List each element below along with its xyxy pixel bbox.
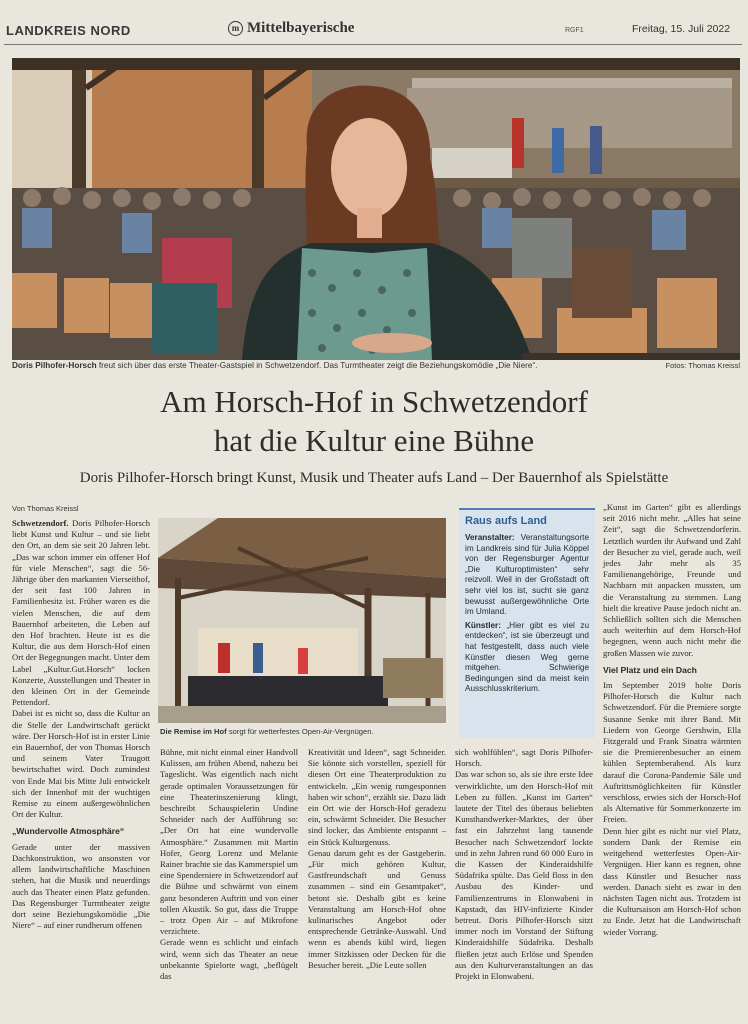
logo-text: Mittelbayerische xyxy=(247,20,355,36)
caption-text: freut sich über das erste Theater-Gastspiel in Schwetzendorf. Das Turmtheater zeigt die Beziehungskomödie „Die Niere“. xyxy=(98,361,538,370)
newspaper-logo xyxy=(228,20,354,37)
article-subheadline: Doris Pilhofer-Horsch bringt Kunst, Musik und Theater aufs Land – Der Bauernhof als Spielstätte xyxy=(79,470,669,486)
paragraph-text: Doris Pilhofer-Horsch liebt Kunst und Kultur – und sie liebt den Ort, an dem sie seit 20 Jahren lebt. „Das war schon immer ein offener Hof für viele Menschen“, sagt die 56-Jährige über den markanten Vierseithof, der seit fast 100 Jahren in Familienbesitz ist. Früher waren es die vielen Menschen, die auf dem Bauernhof arbeiteten, die Leben auf den Hof brachten. Heute ist es die Kultur, die aus dem Horsch-Hof einen Ort der Begegnungen macht. Unter dem Label „Kultur.Gut.Horsch“ locken Konzerte, Ausstellungen und Theater in den kleinen Ort in der Gemeinde Pettendorf. xyxy=(12,518,150,708)
header-divider xyxy=(4,44,742,45)
paragraph: Im September 2019 holte Doris Pilhofer-Horsch die Kultur nach Schwetzendorf. Für die Premiere sorgte Susanne Senke mit ihrer Band. Mit Liedern von George Gershwin, Ella Fitzgerald und Frank Sinatra wärmten sie die Premierenbesucher an einem kühlen Septemberabend. Als kurz darauf die Corona-Pandemie Säle und Auftrittsmöglichkeiten für Künstler verschloss, erwies sich der Horsch-Hof als Alternative für Sommerkonzerte im Freien. xyxy=(603,680,741,825)
paragraph: Gerade wenn es schlicht und einfach wird, wenn sich das Theater an neue unbekannte Spielorte wagt, „beflügelt das xyxy=(160,937,298,982)
article-byline: Von Thomas Kreissl xyxy=(12,504,79,513)
info-paragraph xyxy=(465,621,589,695)
paragraph: Bühne, mit nicht einmal einer Handvoll Kulissen, am frühen Abend, nahezu bei Tageslicht. Was eigentlich nach nicht gerade optimalen Voraussetzungen für eine Theaterinszenierung klingt, beschreibt Schauspielerin Undine Schneider nach der Aufführung so: „Der Ort hat eine wundervolle Atmosphäre.“ Zusammen mit Martin Hofer, Georg Lorenz und Melanie Rainer brachte sie das Kammerspiel um eine Spenderniere in Schwetzendorf auf die Bühne und schwärmt von einem ganz besonderen Auftritt und von einer tollen Akustik. So gut, dass die Truppe – trotz Open Air – auf Mikrofone verzichtete. xyxy=(160,747,298,937)
info-box-title: Raus aufs Land xyxy=(465,515,547,527)
region-label: LANDKREIS NORD xyxy=(6,23,131,38)
paragraph: „Kunst im Garten“ gibt es allerdings seit 2016 nicht mehr. „Alles hat seine Zeit“, sagt die Schwetzendorferin. Letztlich wurden ihr Aufwand und Zahl der Besucher zu viel, gerade auch, weil jedes Jahr mehr als 35 Familienangehörige, Freunde und Nachbarn mit anpacken mussten, um die Veranstaltung zu stemmen. Lang hielt die kreative Pause jedoch nicht an. Schließlich sollten sich die Menschen auch weiterhin auf dem Horsch-Hof begegnen, wenn auch nicht mehr die großen Massen wie zuvor. xyxy=(603,502,741,658)
photo-caption xyxy=(12,361,740,375)
inset-caption-bold: Die Remise im Hof xyxy=(160,727,227,736)
issue-date: Freitag, 15. Juli 2022 xyxy=(632,23,731,35)
paragraph: Kreativität und Ideen“, sagt Schneider. Sie könnte sich vorstellen, speziell für diesen Ort eine Theaterproduktion zu entwickeln. „Ein wenig rumgesponnen haben wir schon“, erzählt sie. Dazu lädt ein Ort wie der Horsch-Hof geradezu ein, schwärmt Schneider. Die Besucher sind locker, das Ambiente entspannt – ein Stück Kulturgenuss. xyxy=(308,747,446,847)
text-column-2 xyxy=(160,747,298,982)
text-column-4 xyxy=(455,747,593,982)
page-header xyxy=(0,0,748,48)
headline-line-1: Am Horsch-Hof in Schwetzendorf xyxy=(160,384,588,419)
info-paragraph xyxy=(465,533,589,618)
paragraph: Denn hier gibt es nicht nur viel Platz, sondern Dank der Remise ein weitgehend wetterfestes Open-Air-Vergnügen. Hier kann es regnen, ohne dass Künstler und Besucher nass werden. Danach sieht es zwar in den nächsten Tagen nicht aus. Trotzdem ist die Kultursaison am Horsch-Hof schon zu Ende. Jetzt hat die Landwirtschaft wieder Vorrang. xyxy=(603,825,741,937)
info-text: Veranstaltungsorte im Landkreis sind für Julia Köppel von der Regensburger Agentur „Die Kulturoptimisten“ sehr reizvoll. Weil in der Großstadt oft sehr viel los ist, sucht sie ganz bewusst außergewöhnliche Orte im Umland. xyxy=(465,533,589,617)
text-column-1 xyxy=(12,518,150,931)
dateline: Schwetzendorf. xyxy=(12,518,69,528)
info-box-body xyxy=(459,531,595,700)
paragraph: Gerade unter der massiven Dachkonstruktion, wo ansonsten vor allem landwirtschaftliche Maschinen stehen, hat die Musik und neuerdings auch das Theater einen Platz gefunden. Das Regensburger Turmtheater zeigte dort seine Beziehungskomödie „Die Niere“ – auf einer rundherum offenen xyxy=(12,841,150,931)
info-label: Künstler: xyxy=(465,620,501,630)
paragraph: Dabei ist es nicht so, dass die Kultur an die Stelle der Landwirtschaft gerückt wäre. Der Horsch-Hof ist in erster Linie ein Bauernhof, der von Thomas Horsch und seinem Vater Traugott bewirtschaftet wird. Doch zumindest von Ende Mai bis Mitte Juli entwickelt sich der Innenhof mit der wuchtigen Remise zu einem außergewöhnlichen Ort der Kultur. xyxy=(12,708,150,820)
paragraph: Das war schon so, als sie ihre erste Idee verwirklichte, um den Horsch-Hof mit Leben zu füllen. „Kunst im Garten“ lautete der Titel des überaus beliebten Kunsthandwerker-Marktes, der über fast ein Jahrzehnt lang tausende Besucher nach Schwetzendorf lockte und in zehn Jahren rund 60 000 Euro in die Kassen der Kinderaidshilfe Südafrika spülte. Das Geld floss in den Ausbau des Kinder- und Familienzentrums in Elonwabeni in Kapstadt, das HIV-infizierte Kinder betreut. Doris Pilhofer-Horsch sitzt immer noch im Vorstand der Stiftung Kinderaidshilfe Südafrika. Deshalb fließen jetzt auch Erlöse und Spenden aus den Kulturveranstaltungen an das Projekt in Elonwabeni. xyxy=(455,769,593,982)
inset-caption xyxy=(160,727,448,736)
main-photo xyxy=(12,58,740,360)
section-subheading: „Wundervolle Atmosphäre“ xyxy=(12,826,125,837)
text-column-3 xyxy=(308,747,446,971)
paragraph xyxy=(12,518,150,708)
page-code: RGF1 xyxy=(565,27,584,34)
remise-photo xyxy=(158,518,446,723)
info-label: Veranstalter: xyxy=(465,533,515,542)
caption-name: Doris Pilhofer-Horsch xyxy=(12,361,97,370)
article-headline xyxy=(30,382,718,460)
section-subheading: Viel Platz und ein Dach xyxy=(603,664,697,675)
info-box xyxy=(459,508,595,738)
headline-line-2: hat die Kultur eine Bühne xyxy=(213,423,535,458)
photo-credit: Fotos: Thomas Kreissl xyxy=(665,361,740,370)
paragraph: sich wohlfühlen“, sagt Doris Pilhofer-Horsch. xyxy=(455,747,593,769)
info-text: „Hier gibt es viel zu entdecken“, ist sie überzeugt und hat festgestellt, dass auch viele Künstler diesen Weg gerne mitgehen. Schwierige Bedingungen sind da meist kein Ausschlusskriterium. xyxy=(465,620,589,694)
text-column-5 xyxy=(603,502,741,938)
inset-caption-text: sorgt für wetterfestes Open-Air-Vergnügen. xyxy=(228,727,374,736)
paragraph: Genau darum geht es der Gastgeberin. „Für mich gehören Kultur, Gastfreundschaft und Genuss zusammen – sind ein Gesamtpaket“, betont sie. Deshalb gibt es keine Veranstaltung am Horsch-Hof ohne kulinarisches Angebot oder entsprechende Getränke-Auswahl. Und wenn es abends kühl wird, liegen immer Sitzkissen oder Decken für die Besucher bereit. „Die Leute sollen xyxy=(308,847,446,970)
logo-icon: m xyxy=(228,21,243,36)
